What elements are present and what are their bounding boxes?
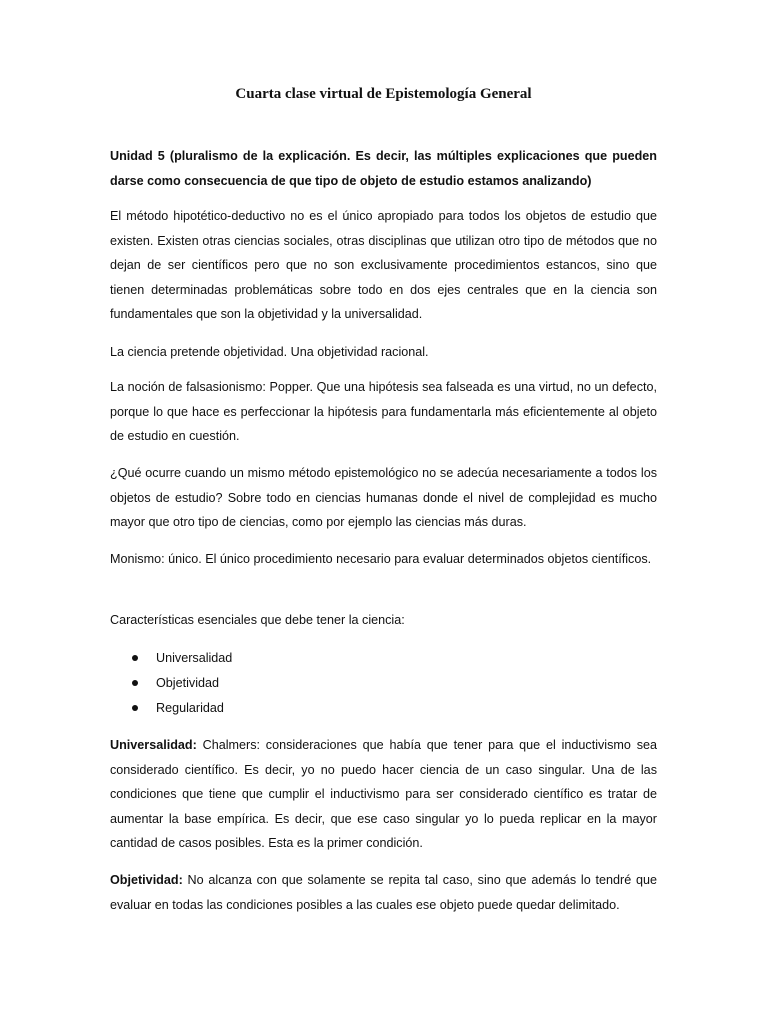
bullet-icon — [132, 705, 138, 711]
unit-heading: Unidad 5 (pluralismo de la explicación. Es decir, las múltiples explicaciones que pueden darse como consecuencia de que tipo de objeto de estudio estamos analizando) — [110, 149, 657, 188]
list-item-label: Regularidad — [156, 701, 224, 715]
objetividad-label: Objetividad: — [110, 873, 183, 887]
paragraph-falsasionismo: La noción de falsasionismo: Popper. Que una hipótesis sea falseada es una virtud, no un defecto, porque lo que hace es perfeccionar la hipótesis para fundamentarla más eficientemente al objeto de estudio en cuestión. — [110, 380, 657, 444]
bullet-icon — [132, 680, 138, 686]
paragraph-objetividad-racional: La ciencia pretende objetividad. Una objetividad racional. — [110, 345, 429, 359]
paragraph-metodo-epistemologico: ¿Qué ocurre cuando un mismo método epistemológico no se adecúa necesariamente a todos los objetos de estudio? Sobre todo en ciencias humanas donde el nivel de complejidad es mucho mayor que otro tipo de ciencias, como por ejemplo las ciencias más duras. — [110, 466, 657, 530]
characteristics-list — [110, 646, 657, 721]
paragraph-caracteristicas: Características esenciales que debe tener la ciencia: — [110, 613, 405, 627]
paragraph-universalidad — [110, 733, 657, 856]
universalidad-label: Universalidad: — [110, 738, 197, 752]
paragraph-metodo: El método hipotético-deductivo no es el único apropiado para todos los objetos de estudio que existen. Existen otras ciencias sociales, otras disciplinas que utilizan otro tipo de métodos que no dejan de ser científicos pero que no son exclusivamente procedimientos estancos, sino que tienen determinadas problemáticas sobre todo en dos ejes centrales que en la ciencia son fundamentales que son la objetividad y la universalidad. — [110, 209, 657, 322]
list-item-label: Universalidad — [156, 651, 233, 665]
list-item-label: Objetividad — [156, 676, 220, 690]
universalidad-text: Chalmers: consideraciones que había que tener para que el inductivismo sea considerado científico. Es decir, yo no puedo hacer ciencia de un caso singular. Una de las condiciones que tiene que cumplir el inductivismo para ser considerado científico es tratar de aumentar la base empírica. Es decir, que ese caso singular yo lo pueda replicar en la mayor cantidad de casos posibles. Esta es la primer condición. — [110, 738, 657, 851]
paragraph-objetividad — [110, 868, 657, 917]
objetividad-text: No alcanza con que solamente se repita tal caso, sino que además lo tendré que evaluar en todas las condiciones posibles a las cuales ese objeto puede quedar delimitado. — [110, 873, 657, 912]
paragraph-monismo: Monismo: único. El único procedimiento necesario para evaluar determinados objetos científicos. — [110, 552, 652, 566]
list-item — [110, 646, 657, 671]
list-item — [110, 696, 657, 721]
document-title: Cuarta clase virtual de Epistemología General — [235, 86, 532, 102]
bullet-icon — [132, 655, 138, 661]
list-item — [110, 671, 657, 696]
